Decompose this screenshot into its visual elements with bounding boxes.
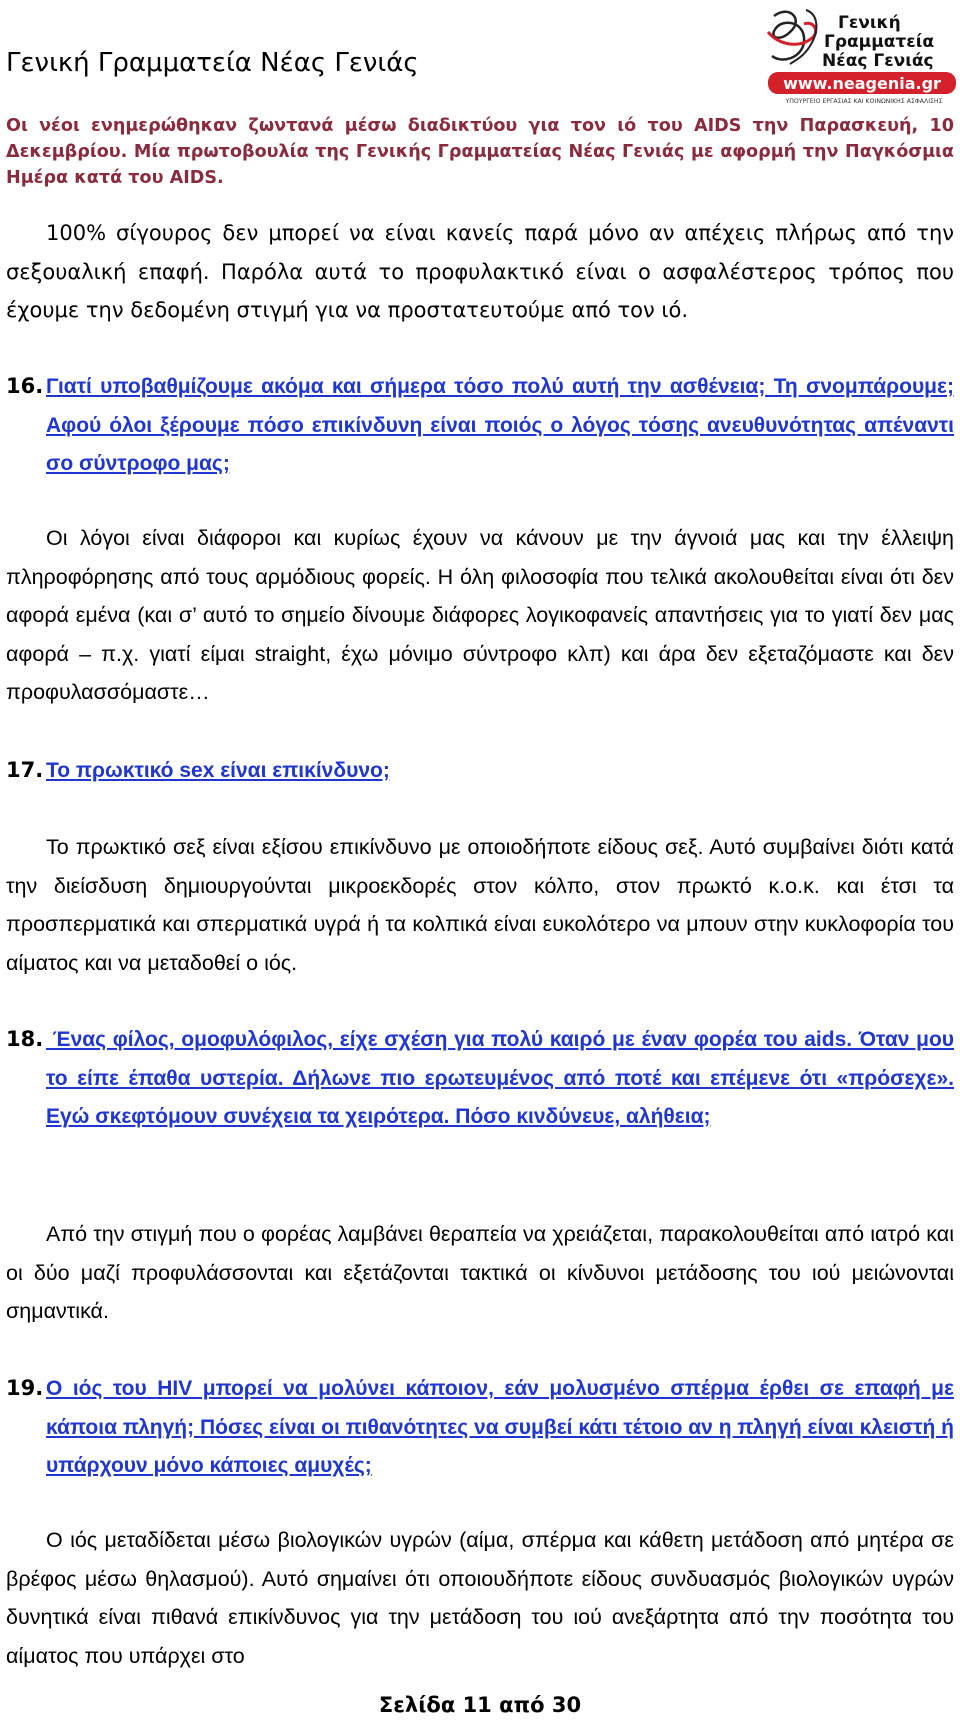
logo-line3: Νέας Γενιάς (822, 51, 934, 71)
logo-swirl (772, 12, 804, 60)
question-number: 16. (6, 374, 44, 398)
question-18 (6, 1020, 954, 1137)
question-number: 17. (6, 758, 44, 782)
question-text[interactable]: Γιατί υποβαθμίζουμε ακόμα και σήμερα τόσο πολύ αυτή την ασθένεια; Τη σνομπάρουμε; Αφού όλοι ξέρουμε πόσο επικίνδυνη είναι ποιός ο λόγος τόσης ανευθυνότητας απέναντι σο σύντροφο μας; (46, 375, 954, 475)
logo-ministry: ΥΠΟΥΡΓΕΙΟ ΕΡΓΑΣΙΑΣ ΚΑΙ ΚΟΙΝΩΝΙΚΗΣ ΑΣΦΑΛΙΣΗΣ (785, 98, 943, 105)
logo-line1: Γενική (838, 13, 901, 33)
question-17 (6, 751, 954, 791)
intro-summary: Οι νέοι ενημερώθηκαν ζωντανά μέσω διαδικτύου για τον ιό του AIDS την Παρασκευή, 10 Δεκεμβρίου. Μία πρωτοβουλία της Γενικής Γραμματείας Νέας Γενιάς με αφορμή την Παγκόσμια Ημέρα κατά του AIDS. (6, 116, 954, 188)
question-number: 19. (6, 1376, 44, 1400)
neagenia-logo[interactable] (760, 2, 960, 107)
question-text[interactable]: Ένας φίλος, ομοφυλόφιλος, είχε σχέση για πολύ καιρό με έναν φορέα του aids. Όταν μου το είπε έπαθα υστερία. Δήλωνε πιο ερωτευμένος από ποτέ και επέμενε ότι «πρόσεχε». Εγώ σκεφτόμουν συνέχεια τα χειρότερα. Πόσο κινδύνευε, αλήθεια; (46, 1028, 954, 1128)
question-16 (6, 367, 954, 484)
answer-15-continued: 100% σίγουρος δεν μπορεί να είναι κανείς παρά μόνο αν απέχεις πλήρως από την σεξουαλική επαφή. Παρόλα αυτά το προφυλακτικό είναι ο ασφαλέστερος τρόπος που έχουμε την δεδομένη στιγμή για να προστατευτούμε από τον ιό. (6, 221, 954, 322)
logo-line2: Γραμματεία (824, 32, 934, 52)
question-text[interactable]: Ο ιός του HIV μπορεί να μολύνει κάποιον, εάν μολυσμένο σπέρμα έρθει σε επαφή με κάποια πληγή; Πόσες είναι οι πιθανότητες να συμβεί κάτι τέτοιο αν η πληγή είναι κλειστή ή υπάρχουν μόνο κάποιες αμυχές; (46, 1377, 954, 1477)
question-19 (6, 1369, 954, 1486)
answer-17: Το πρωκτικό σεξ είναι εξίσου επικίνδυνο με οποιοδήποτε είδους σεξ. Αυτό συμβαίνει διότι κατά την διείσδυση δημιουργούνται μικροεκδορές στον κόλπο, στον πρωκτό κ.ο.κ. και έτσι τα προσπερματικά και σπερματικά υγρά ή τα κολπικά είναι ευκολότερο να μπουν στην κυκλοφορία του αίματος και να μεταδοθεί ο ιός. (6, 835, 954, 975)
question-number: 18. (6, 1027, 44, 1051)
answer-18: Από την στιγμή που ο φορέας λαμβάνει θεραπεία να χρειάζεται, παρακολουθείται από ιατρό και οι δύο μαζί προφυλάσσονται και εξετάζονται τακτικά οι κίνδυνοι μετάδοσης του ιού μειώνονται σημαντικά. (6, 1222, 954, 1323)
logo-url: www.neagenia.gr (783, 74, 941, 93)
question-text[interactable]: Το πρωκτικό sex είναι επικίνδυνο; (46, 759, 390, 782)
logo-swirl-red (768, 23, 816, 44)
answer-19: Ο ιός μεταδίδεται μέσω βιολογικών υγρών (αίμα, σπέρμα και κάθετη μετάδοση από μητέρα σε βρέφος μέσω θηλασμού). Αυτό σημαίνει ότι οποιουδήποτε είδους συνδυασμός βιολογικών υγρών δυνητικά είναι πιθανά επικίνδυνος για την μετάδοση του ιού ανεξάρτητα από την ποσότητα του αίματος που υπάρχει στο (6, 1528, 954, 1668)
page-number: Σελίδα 11 από 30 (378, 1693, 582, 1717)
document-title: Γενική Γραμματεία Νέας Γενιάς (6, 48, 419, 78)
answer-16: Οι λόγοι είναι διάφοροι και κυρίως έχουν να κάνουν με την άγνοιά μας και την έλλειψη πληροφόρησης από τους αρμόδιους φορείς. Η όλη φιλοσοφία που τελικά ακολουθείται είναι ότι δεν αφορά εμένα (και σ’ αυτό το σημείο δίνουμε διάφορες λογικοφανείς απαντήσεις για το γιατί δεν μας αφορά – π.χ. γιατί είμαι straight, έχω μόνιμο σύντροφο κλπ) και άρα δεν εξεταζόμαστε και δεν προφυλασσόμαστε… (6, 526, 954, 704)
